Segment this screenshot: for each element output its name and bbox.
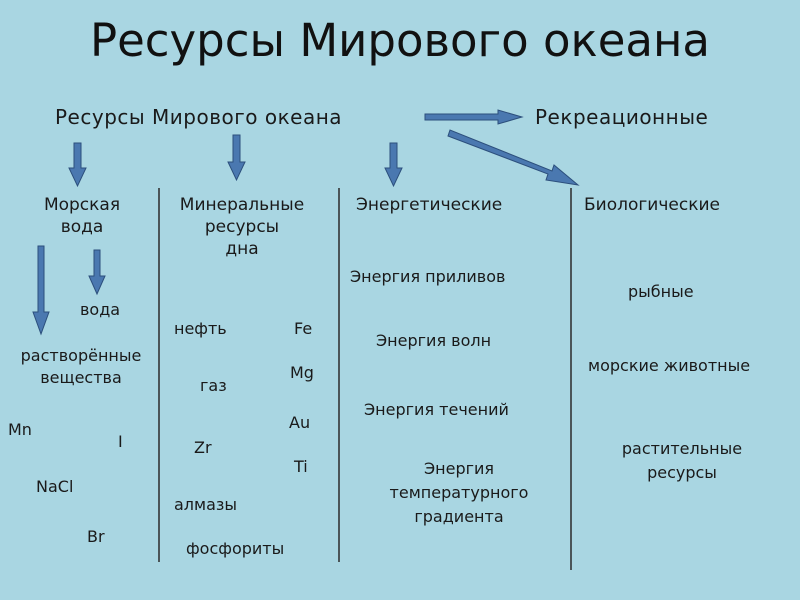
mineral-heading-line3: дна — [225, 239, 259, 259]
mineral-item-diamonds: алмазы — [174, 495, 238, 514]
energy-item-currents: Энергия течений — [364, 400, 509, 419]
sea-water-heading-line2: вода — [60, 217, 104, 237]
water-label: вода — [80, 300, 121, 319]
dissolved-line1: растворённые — [20, 346, 142, 365]
arrow-to-water — [89, 250, 105, 294]
element-br: Br — [87, 527, 105, 546]
mineral-heading-line1: Минеральные — [179, 195, 305, 215]
bio-item-plants — [596, 437, 768, 485]
energy-item-tides: Энергия приливов — [350, 267, 506, 286]
mineral-item-ti: Ti — [294, 457, 308, 476]
bio-item-sea-animals: морские животные — [588, 356, 751, 375]
root-node-label: Ресурсы Мирового океана — [55, 105, 343, 129]
mineral-item-oil: нефть — [174, 319, 227, 338]
arrow-to-biological — [448, 130, 578, 185]
plant-line1: растительные — [621, 439, 743, 458]
energy-item-waves: Энергия волн — [376, 331, 492, 350]
arrow-to-energy — [385, 143, 402, 186]
sea-water-heading — [22, 194, 142, 238]
energy-heading: Энергетические — [356, 195, 503, 215]
biological-heading: Биологические — [584, 195, 720, 215]
thermal-line1: Энергия — [423, 459, 495, 478]
mineral-heading — [160, 194, 324, 260]
mineral-heading-line2: ресурсы — [204, 217, 280, 237]
mineral-item-mg: Mg — [290, 363, 314, 382]
element-nacl: NaCl — [36, 477, 74, 496]
mineral-item-gas: газ — [200, 376, 227, 395]
mineral-item-au: Au — [289, 413, 311, 432]
mineral-item-phosphorites: фосфориты — [186, 539, 285, 558]
mineral-item-zr: Zr — [194, 438, 212, 457]
element-i: I — [118, 432, 123, 451]
thermal-line2: температурного — [389, 483, 529, 502]
bio-item-fish: рыбные — [628, 282, 694, 301]
recreational-node-label: Рекреационные — [535, 105, 709, 129]
thermal-line3: градиента — [414, 507, 504, 526]
sea-water-heading-line1: Морская — [43, 195, 121, 215]
dissolved-substances-label — [6, 345, 156, 389]
mineral-item-fe: Fe — [294, 319, 313, 338]
energy-item-thermal — [372, 457, 546, 529]
plant-line2: ресурсы — [647, 463, 717, 482]
arrow-to-sea-water — [69, 143, 86, 186]
dissolved-line2: вещества — [40, 368, 122, 387]
arrow-to-recreational — [425, 110, 522, 124]
element-mn: Mn — [8, 420, 32, 439]
page-title: Ресурсы Мирового океана — [89, 14, 710, 67]
arrow-to-mineral — [228, 135, 245, 180]
arrow-to-dissolved — [33, 246, 49, 334]
